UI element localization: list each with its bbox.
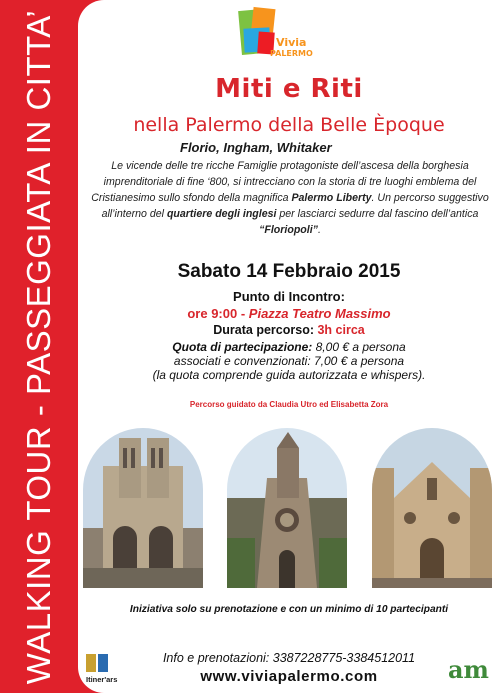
duration bbox=[78, 323, 500, 337]
meeting-place bbox=[78, 306, 500, 321]
quota-line3: (la quota comprende guida autorizzata e whispers). bbox=[152, 368, 426, 382]
svg-text:am: am bbox=[448, 655, 489, 684]
description bbox=[88, 158, 492, 238]
quota-line2: associati e convenzionati: 7,00 € a persona bbox=[173, 354, 405, 368]
church-photo-3 bbox=[372, 428, 492, 588]
svg-text:Itiner'ars: Itiner'ars bbox=[86, 675, 118, 684]
duration-value: 3h circa bbox=[317, 323, 365, 337]
families-line: Florio, Ingham, Whitaker bbox=[180, 140, 332, 155]
meeting-time: ore 9:00 - bbox=[187, 306, 249, 321]
page-title: Miti e Riti bbox=[215, 74, 363, 104]
quota bbox=[78, 340, 500, 382]
website-link[interactable]: www.viviapalermo.com bbox=[200, 668, 378, 685]
vivia-palermo-logo bbox=[236, 6, 322, 64]
duration-label: Durata percorso: bbox=[213, 323, 318, 337]
guide-credit: Percorso guidato da Claudia Utro ed Elisabetta Zora bbox=[189, 400, 389, 409]
side-banner-text: WALKING TOUR - PASSEGGIATA IN CITTA’ bbox=[20, 9, 57, 685]
desc-part4: . bbox=[317, 224, 321, 236]
meeting-place-name: Piazza Teatro Massimo bbox=[248, 306, 391, 321]
svg-text:PALERMO: PALERMO bbox=[270, 49, 313, 58]
desc-bold3: “Floriopoli” bbox=[259, 224, 318, 236]
quota-label: Quota di partecipazione: bbox=[172, 340, 313, 354]
church-photo-2 bbox=[227, 428, 347, 588]
desc-bold2: quartiere degli inglesi bbox=[166, 208, 277, 220]
booking-note: Iniziativa solo su prenotazione e con un minimo di 10 partecipanti bbox=[129, 604, 449, 615]
side-band bbox=[0, 0, 78, 693]
page-subtitle: nella Palermo della Belle Èpoque bbox=[133, 114, 445, 136]
desc-bold1: Palermo Liberty bbox=[291, 192, 372, 204]
quota-value: 8,00 € a persona bbox=[312, 340, 406, 354]
svg-text:Vivia: Vivia bbox=[276, 36, 307, 49]
desc-part1: Le vicende delle tre ricche Famiglie protagoniste dell’ascesa della borghesia imprenditoriale di fine ‘800, si intrecciano con la storia di tre luoghi emblema del Cristianesimo sullo sfondo della magnifica bbox=[91, 160, 477, 204]
info-line: Info e prenotazioni: 3387228775-3384512011 bbox=[162, 651, 416, 665]
desc-part2: . Un percorso suggestivo all’interno del bbox=[101, 192, 489, 220]
am-logo bbox=[440, 650, 492, 690]
event-date: Sabato 14 Febbraio 2015 bbox=[177, 261, 401, 282]
quota-line1 bbox=[78, 340, 500, 354]
meeting-label: Punto di Incontro: bbox=[233, 289, 345, 304]
church-photo-1 bbox=[83, 428, 203, 588]
desc-part3: per lasciarci sedurre dal fascino dell’antica bbox=[276, 208, 479, 220]
